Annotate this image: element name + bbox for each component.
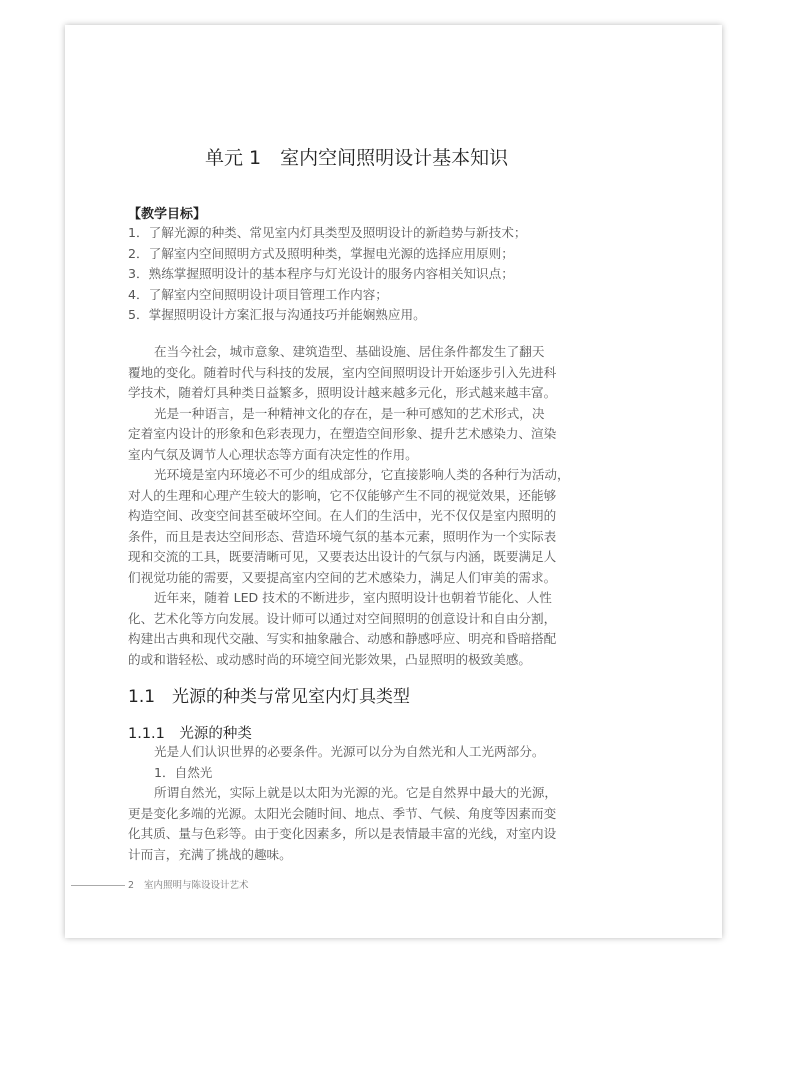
page-footer — [128, 877, 259, 891]
text-line: 在当今社会，城市意象、建筑造型、基础设施、居住条件都发生了翻天 — [154, 344, 545, 359]
subsection-heading: 1.1.1 光源的种类 — [128, 726, 252, 742]
text-line: 们视觉功能的需要，又要提高室内空间的艺术感染力，满足人们审美的需求。 — [128, 569, 557, 585]
text-line: 化其质、量与色彩等。由于变化因素多，所以是表情最丰富的光线，对室内设 — [128, 826, 557, 841]
unit-title: 单元 1 室内空间照明设计基本知识 — [205, 147, 509, 169]
footer-rule — [71, 885, 125, 886]
text-line: 条件，而且是表达空间形态、营造环境气氛的基本元素，照明作为一个实际表 — [128, 528, 557, 544]
section-heading: 1.1 光源的种类与常见室内灯具类型 — [128, 687, 411, 707]
text-line: 2．了解室内空间照明方式及照明种类，掌握电光源的选择应用原则； — [128, 245, 514, 261]
text-line: 构造空间、改变空间甚至破坏空间。在人们的生活中，光不仅仅是室内照明的 — [128, 508, 557, 523]
text-line: 现和交流的工具，既要清晰可见，又要表达出设计的气氛与内涵，既要满足人 — [128, 549, 557, 564]
text-line: 光是人们认识世界的必要条件。光源可以分为自然光和人工光两部分。 — [154, 744, 545, 759]
text-line: 构建出古典和现代交融、写实和抽象融合、动感和静感呼应、明亮和昏暗搭配 — [128, 631, 557, 646]
text-line: 光环境是室内环境必不可少的组成部分，它直接影响人类的各种行为活动， — [154, 467, 570, 482]
text-line: 所谓自然光，实际上就是以太阳为光源的光。它是自然界中最大的光源， — [154, 785, 557, 800]
text-line: 4．了解室内空间照明设计项目管理工作内容； — [128, 286, 388, 302]
text-line: 化、艺术化等方向发展。设计师可以通过对空间照明的创意设计和自由分割， — [128, 610, 557, 626]
text-line: 5．掌握照明设计方案汇报与沟通技巧并能娴熟应用。 — [128, 307, 426, 322]
page-number: 2 — [128, 880, 135, 891]
text-line: 近年来，随着 LED 技术的不断进步，室内照明设计也朝着节能化、人性 — [154, 590, 552, 605]
text-line: 的或和谐轻松、或动感时尚的环境空间光影效果，凸显照明的极致美感。 — [128, 651, 531, 667]
text-line: 1．了解光源的种类、常见室内灯具类型及照明设计的新趋势与新技术； — [128, 225, 527, 240]
teaching-goals-heading: 【教学目标】 — [128, 207, 207, 222]
text-line: 1．自然光 — [154, 764, 213, 780]
text-line: 对人的生理和心理产生较大的影响，它不仅能够产生不同的视觉效果，还能够 — [128, 487, 557, 503]
text-line: 3．熟练掌握照明设计的基本程序与灯光设计的服务内容相关知识点； — [128, 266, 514, 281]
text-line: 定着室内设计的形象和色彩表现力，在塑造空间形象、提升艺术感染力、渲染 — [128, 426, 557, 441]
text-line: 学技术，随着灯具种类日益繁多，照明设计越来越多元化，形式越来越丰富。 — [128, 385, 557, 400]
text-line: 覆地的变化。随着时代与科技的发展，室内空间照明设计开始逐步引入先进科 — [128, 364, 557, 380]
book-title: 室内照明与陈设设计艺术 — [144, 880, 249, 891]
text-line: 光是一种语言，是一种精神文化的存在，是一种可感知的艺术形式，决 — [154, 405, 545, 421]
text-line: 计而言，充满了挑战的趣味。 — [128, 846, 292, 862]
text-line: 更是变化多端的光源。太阳光会随时间、地点、季节、气候、角度等因素而变 — [128, 805, 557, 821]
text-line: 室内气氛及调节人心理状态等方面有决定性的作用。 — [128, 446, 418, 462]
